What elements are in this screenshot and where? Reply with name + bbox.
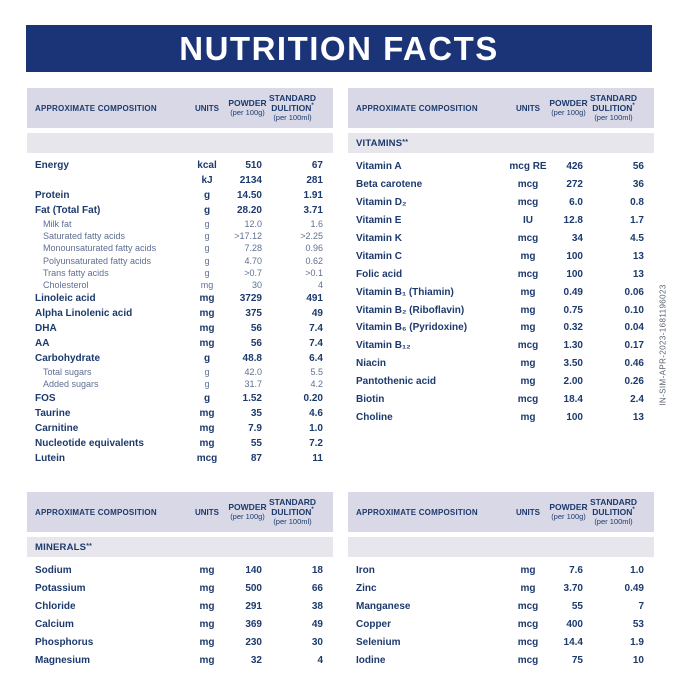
table-row [356,194,644,212]
cell-label: Total sugars [43,367,92,378]
cell-label: Taurine [35,407,71,419]
cell-label: Linoleic acid [35,293,96,305]
cell-standard: 3.71 [303,205,323,216]
cell-units: kJ [201,175,213,186]
cell-standard: 18 [311,565,323,577]
cell-label: Vitamin A [356,161,402,173]
cell-standard: 7.4 [309,338,323,350]
cell-label: Niacin [356,358,387,370]
cell-label: Biotin [356,394,385,406]
cell-units: mcg [517,637,539,648]
cell-label: Energy [35,160,69,171]
cell-powder: 87 [250,452,262,464]
cell-units: mg [199,293,215,305]
table-row [35,616,323,634]
cell-label: Iron [356,565,375,577]
table-composition [27,88,333,466]
cell-units: mg [520,358,536,370]
table-minerals-right [348,492,654,669]
cell-label: Monounsaturated fatty acids [43,243,157,254]
cell-units: mcg [517,394,539,406]
table-row [35,391,323,406]
table-row [35,173,323,188]
cell-units: mg [199,565,215,577]
column-header-standard-dulition: STANDARD DULITION* (per 100ml) [589,496,638,526]
cell-label: Fat (Total Fat) [35,205,101,216]
cell-powder: 375 [245,308,262,320]
cell-standard: 5.5 [310,367,323,378]
table-row [356,355,644,373]
cell-standard: 0.04 [624,322,644,334]
cell-standard: 491 [306,293,323,305]
section-band-empty [348,537,654,557]
table-row [35,291,323,306]
cell-standard: 0.96 [305,243,323,254]
table-row [356,634,644,652]
cell-label: Iodine [356,654,386,666]
cell-label: DHA [35,323,57,335]
cell-label: Trans fatty acids [43,267,109,278]
cell-standard: 53 [632,619,644,631]
cell-standard: 49 [311,619,323,631]
cell-standard: 1.7 [630,215,644,227]
cell-powder: 7.6 [569,565,583,577]
cell-units: mg [199,422,215,434]
table-row [356,230,644,248]
cell-label: Polyunsaturated fatty acids [43,255,152,266]
cell-label: Carnitine [35,422,79,434]
cell-standard: 49 [311,308,323,320]
table-row [35,336,323,351]
cell-label: Pantothenic acid [356,376,437,388]
cell-standard: 1.0 [309,422,323,434]
cell-label: Lutein [35,452,65,464]
table-row [356,265,644,283]
cell-powder: 400 [566,619,583,631]
cell-units: g [203,190,211,201]
table-row [356,391,644,409]
cell-powder: 12.8 [563,215,583,227]
table-row [35,255,323,267]
cell-units: mg [520,411,536,423]
table-vitamins [348,88,654,426]
cell-standard: 7 [638,601,644,613]
cell-standard: 1.0 [630,565,644,577]
cell-units: mcg [196,452,218,464]
cell-powder: 28.20 [236,205,262,216]
cell-units: g [204,231,210,242]
cell-units: mg [520,322,536,334]
cell-standard: 4.6 [309,407,323,419]
cell-standard: 6.4 [309,353,323,365]
cell-label: Alpha Linolenic acid [35,308,133,320]
column-header-powder: POWDER (per 100g) [549,97,588,117]
cell-units: mg [199,654,215,666]
column-header-units: UNITS [195,103,219,113]
column-header-standard-dulition: STANDARD DULITION* (per 100ml) [268,496,317,526]
cell-label: AA [35,338,50,350]
column-header-standard-dulition: STANDARD DULITION* (per 100ml) [268,92,317,122]
cell-powder: 100 [566,250,583,262]
cell-standard: 1.6 [310,219,323,230]
table-row [35,421,323,436]
table-header [27,88,333,128]
cell-units: mcg [517,654,539,666]
cell-powder: 1.52 [242,392,262,404]
cell-label: Copper [356,619,391,631]
table-row [35,279,323,291]
cell-standard: >0.1 [305,267,323,278]
cell-standard: 7.2 [309,437,323,449]
cell-label: Cholesterol [43,280,89,291]
cell-powder: 2134 [239,175,262,186]
cell-standard: 67 [311,160,323,171]
cell-standard: 2.4 [630,394,644,406]
cell-standard: 0.46 [624,358,644,370]
cell-powder: 3.70 [563,583,583,595]
cell-units: mg [520,583,536,595]
cell-units: IU [523,215,533,227]
cell-powder: 291 [245,601,262,613]
cell-powder: 0.32 [563,322,583,334]
cell-label: Vitamin C [356,250,402,262]
table-header [27,492,333,532]
cell-standard: 36 [632,179,644,191]
cell-standard: 0.26 [624,376,644,388]
cell-powder: 500 [245,583,262,595]
section-band-vitamins: VITAMINS ** [348,133,654,153]
cell-units: g [204,219,210,230]
cell-label: Vitamin D₂ [356,197,407,209]
table-row [35,188,323,203]
cell-standard: 10 [632,654,644,666]
cell-powder: 6.0 [569,197,583,209]
title-bar [26,25,652,72]
cell-standard: 0.62 [305,255,323,266]
cell-powder: 31.7 [244,379,262,390]
table-row [35,366,323,378]
table-header [348,492,654,532]
cell-label: Vitamin B₂ (Riboflavin) [356,304,465,316]
cell-label: Sodium [35,565,72,577]
cell-units: mg [520,250,536,262]
cell-label: Vitamin E [356,215,402,227]
cell-powder: 55 [571,601,583,613]
cell-units: g [204,243,210,254]
cell-units: mcg [517,179,539,191]
table-row [356,651,644,669]
cell-units: g [204,267,210,278]
cell-units: g [204,255,210,266]
cell-units: mcg [517,233,539,244]
cell-powder: 56 [250,338,262,350]
table-row [356,408,644,426]
column-header-powder: POWDER (per 100g) [228,97,267,117]
cell-powder: 100 [566,411,583,423]
cell-powder: 510 [245,160,262,171]
cell-units: mcg [517,601,539,613]
cell-standard: 1.9 [630,637,644,648]
column-header-units: UNITS [516,103,540,113]
table-row [35,378,323,390]
cell-units: mg [199,619,215,631]
table-row [35,406,323,421]
cell-standard: 38 [311,601,323,613]
cell-units: mcg [517,197,539,209]
cell-powder: 34 [571,233,583,244]
table-row [35,451,323,466]
cell-powder: >0.7 [244,267,262,278]
cell-standard: 4.2 [310,379,323,390]
cell-label: Vitamin B₁₂ [356,340,411,352]
cell-powder: 75 [571,654,583,666]
cell-units: mg [520,376,536,388]
cell-standard: 30 [311,637,323,648]
cell-standard: 7.4 [309,323,323,335]
cell-label: Milk fat [43,219,72,230]
table-row [35,580,323,598]
cell-label: Vitamin B₆ (Pyridoxine) [356,322,468,334]
cell-standard: 0.10 [624,304,644,316]
cell-units: mcg RE [509,161,547,173]
cell-standard: 1.91 [303,190,323,201]
cell-powder: 48.8 [242,353,262,365]
cell-units: mg [199,601,215,613]
column-header-units: UNITS [195,507,219,517]
table-row [356,212,644,230]
cell-label: Carbohydrate [35,353,101,365]
cell-units: mg [520,304,536,316]
cell-standard: 4 [317,280,323,291]
table-row [356,247,644,265]
cell-powder: 272 [566,179,583,191]
cell-powder: 55 [250,437,262,449]
cell-standard: 56 [632,161,644,173]
cell-units: mcg [517,340,539,352]
cell-powder: 18.4 [563,394,583,406]
section-band-minerals: MINERALS ** [27,537,333,557]
table-rows [348,158,654,426]
cell-units: mcg [517,268,539,280]
cell-units: mg [199,308,215,320]
cell-units: mg [520,286,536,298]
batch-code-vertical: IN-SIM-APR-2023-1681196023 [658,284,668,406]
cell-powder: 0.49 [563,286,583,298]
cell-powder: 100 [566,268,583,280]
table-row [35,203,323,218]
cell-label: Vitamin B₁ (Thiamin) [356,286,454,298]
cell-standard: 4.5 [630,233,644,244]
column-header-composition: APPROXIMATE COMPOSITION [356,507,478,517]
cell-label: Selenium [356,637,401,648]
table-row [35,218,323,230]
table-rows [348,562,654,669]
table-row [35,562,323,580]
cell-powder: 140 [245,565,262,577]
table-row [35,158,323,173]
cell-standard: 0.17 [624,340,644,352]
table-row [356,283,644,301]
cell-standard: 281 [306,175,323,186]
table-row [356,337,644,355]
cell-standard: 0.8 [630,197,644,209]
cell-label: Choline [356,411,393,423]
table-row [35,267,323,279]
cell-powder: 3729 [239,293,262,305]
cell-units: g [204,379,210,390]
cell-powder: 2.00 [563,376,583,388]
cell-units: g [203,353,211,365]
cell-units: g [203,205,211,216]
cell-label: Vitamin K [356,233,402,244]
cell-powder: 32 [250,654,262,666]
cell-powder: 30 [251,280,262,291]
cell-powder: 56 [250,323,262,335]
cell-standard: 0.49 [624,583,644,595]
cell-units: mcg [517,619,539,631]
section-label: VITAMINS [356,137,403,149]
cell-powder: 1.30 [563,340,583,352]
cell-label: Phosphorus [35,637,94,648]
column-header-composition: APPROXIMATE COMPOSITION [35,507,157,517]
table-row [356,373,644,391]
cell-powder: 14.50 [236,190,262,201]
table-row [35,634,323,652]
table-row [35,230,323,242]
section-label: MINERALS [35,541,87,553]
cell-label: Magnesium [35,654,91,666]
cell-label: Zinc [356,583,377,595]
cell-standard: 66 [311,583,323,595]
table-row [356,301,644,319]
cell-standard: 4 [317,654,323,666]
cell-powder: 369 [245,619,262,631]
table-header [348,88,654,128]
table-row [35,321,323,336]
column-header-units: UNITS [516,507,540,517]
cell-label: Protein [35,190,70,201]
page-title: NUTRITION FACTS [179,29,499,67]
column-header-composition: APPROXIMATE COMPOSITION [356,103,478,113]
cell-label: Chloride [35,601,76,613]
cell-units: mg [199,583,215,595]
table-row [35,598,323,616]
cell-label: Calcium [35,619,74,631]
cell-units: mg [199,637,215,648]
cell-units: mg [199,407,215,419]
table-row [356,158,644,176]
column-header-powder: POWDER (per 100g) [549,501,588,521]
cell-standard: 0.20 [303,392,323,404]
cell-label: FOS [35,392,56,404]
table-row [35,351,323,366]
table-row [356,598,644,616]
cell-powder: 42.0 [244,367,262,378]
table-row [356,616,644,634]
cell-powder: 426 [566,161,583,173]
cell-powder: 0.75 [563,304,583,316]
cell-label: Added sugars [43,379,99,390]
table-row [35,651,323,669]
cell-units: g [203,392,211,404]
table-row [356,319,644,337]
column-header-powder: POWDER (per 100g) [228,501,267,521]
cell-powder: >17.12 [234,231,262,242]
table-row [356,580,644,598]
table-row [356,562,644,580]
table-rows [27,562,333,669]
cell-label: Folic acid [356,268,403,280]
cell-standard: >2.25 [300,231,323,242]
cell-powder: 7.28 [244,243,262,254]
cell-powder: 35 [250,407,262,419]
cell-powder: 14.4 [563,637,583,648]
table-row [35,242,323,254]
column-header-standard-dulition: STANDARD DULITION* (per 100ml) [589,92,638,122]
section-band [27,133,333,153]
cell-standard: 13 [632,411,644,423]
cell-label: Potassium [35,583,86,595]
cell-powder: 12.0 [244,219,262,230]
cell-powder: 3.50 [563,358,583,370]
cell-units: mg [520,565,536,577]
cell-units: mg [200,280,214,291]
cell-units: mg [199,323,215,335]
cell-powder: 230 [245,637,262,648]
cell-powder: 4.70 [244,255,262,266]
table-minerals-left [27,492,333,669]
cell-standard: 0.06 [624,286,644,298]
cell-standard: 13 [632,268,644,280]
cell-powder: 7.9 [248,422,262,434]
cell-standard: 11 [312,452,323,464]
column-header-composition: APPROXIMATE COMPOSITION [35,103,157,113]
cell-label: Nucleotide equivalents [35,437,144,449]
cell-label: Manganese [356,601,411,613]
cell-standard: 13 [632,250,644,262]
table-row [35,436,323,451]
cell-units: g [204,367,210,378]
cell-label: Saturated fatty acids [43,231,126,242]
cell-units: kcal [197,160,217,171]
cell-label: Beta carotene [356,179,423,191]
cell-units: mg [199,338,215,350]
table-rows [27,158,333,466]
cell-units: mg [199,437,215,449]
table-row [35,306,323,321]
table-row [356,176,644,194]
